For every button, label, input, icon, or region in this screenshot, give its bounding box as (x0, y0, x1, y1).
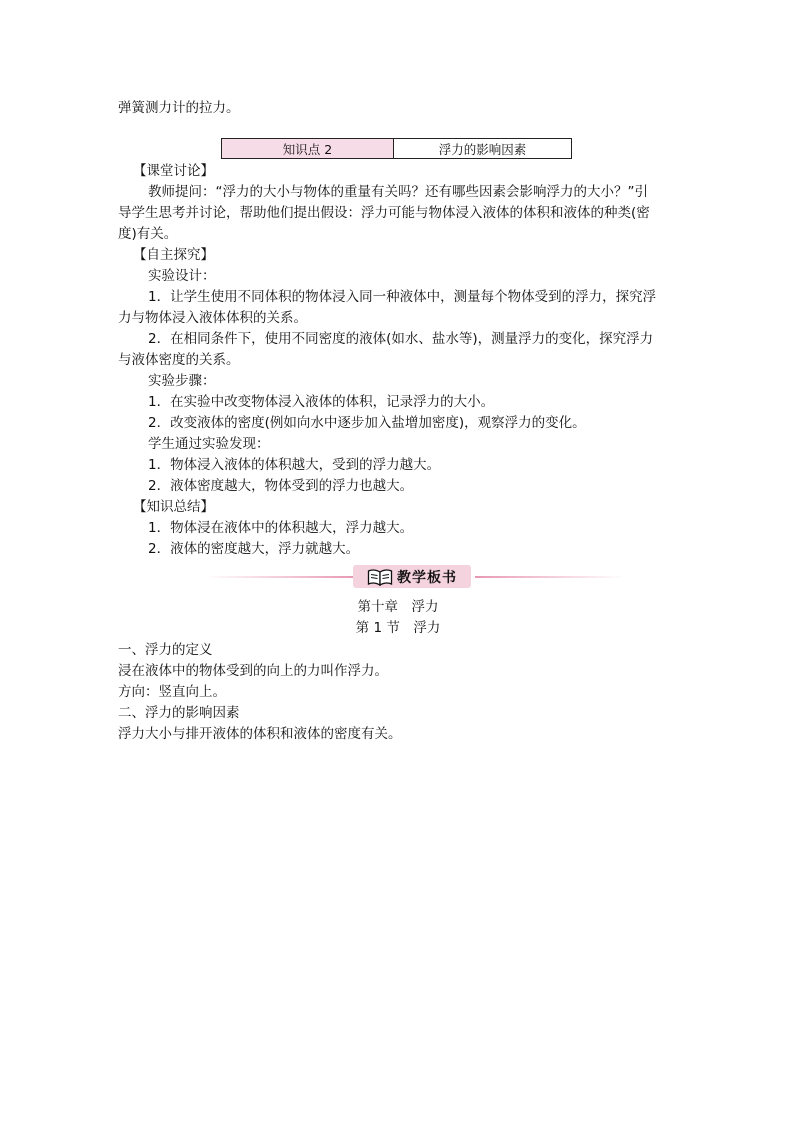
finding-1: 1．物体浸入液体的体积越大，受到的浮力越大。 (148, 457, 441, 473)
board-part-2-title: 二、浮力的影响因素 (118, 705, 240, 721)
knowledge-summary-heading: 【知识总结】 (133, 499, 214, 515)
banner-title: 教学板书 (397, 569, 457, 586)
banner-divider-left (205, 576, 355, 578)
summary-item-2: 2．液体的密度越大，浮力就越大。 (148, 541, 360, 557)
board-part-1-title: 一、浮力的定义 (118, 642, 213, 658)
findings-label: 学生通过实验发现： (148, 436, 270, 452)
board-part-1-direction: 方向：竖直向上。 (118, 684, 226, 700)
step-2: 2．改变液体的密度(例如向水中逐步加入盐增加密度)，观察浮力的变化。 (148, 415, 586, 431)
knowledge-point-table (221, 138, 572, 159)
step-1: 1．在实验中改变物体浸入液体的体积，记录浮力的大小。 (148, 394, 495, 410)
banner-box (353, 565, 471, 588)
finding-2: 2．液体密度越大，物体受到的浮力也越大。 (148, 478, 414, 494)
board-chapter: 第十章 浮力 (357, 599, 439, 615)
discussion-line-3: 度)有关。 (118, 226, 178, 242)
banner-divider-right (475, 576, 625, 578)
teaching-board-banner (205, 565, 625, 589)
design-2-line-b: 与液体密度的关系。 (118, 352, 240, 368)
summary-item-1: 1．物体浸在液体中的体积越大，浮力越大。 (148, 520, 414, 536)
discussion-line-2: 导学生思考并讨论，帮助他们提出假设：浮力可能与物体浸入液体的体积和液体的种类(密 (118, 205, 650, 221)
design-2-line-a: 2．在相同条件下，使用不同密度的液体(如水、盐水等)，测量浮力的变化，探究浮力 (148, 331, 654, 347)
steps-label: 实验步骤： (148, 373, 216, 389)
design-1-line-b: 力与物体浸入液体体积的关系。 (118, 310, 307, 326)
open-book-icon (367, 568, 393, 586)
self-exploration-heading: 【自主探究】 (133, 247, 214, 263)
top-fragment: 弹簧测力计的拉力。 (118, 100, 240, 116)
design-label: 实验设计： (148, 268, 216, 284)
design-1-line-a: 1．让学生使用不同体积的物体浸入同一种液体中，测量每个物体受到的浮力，探究浮 (148, 289, 657, 305)
classroom-discussion-heading: 【课堂讨论】 (133, 163, 214, 179)
discussion-line-1: 教师提问：“浮力的大小与物体的重量有关吗？还有哪些因素会影响浮力的大小？”引 (148, 184, 648, 200)
knowledge-point-title: 浮力的影响因素 (438, 141, 527, 157)
board-part-2-text: 浮力大小与排开液体的体积和液体的密度有关。 (118, 726, 402, 742)
board-part-1-definition: 浸在液体中的物体受到的向上的力叫作浮力。 (118, 663, 388, 679)
board-section: 第 1 节 浮力 (355, 620, 441, 636)
knowledge-point-label: 知识点 2 (222, 139, 394, 158)
